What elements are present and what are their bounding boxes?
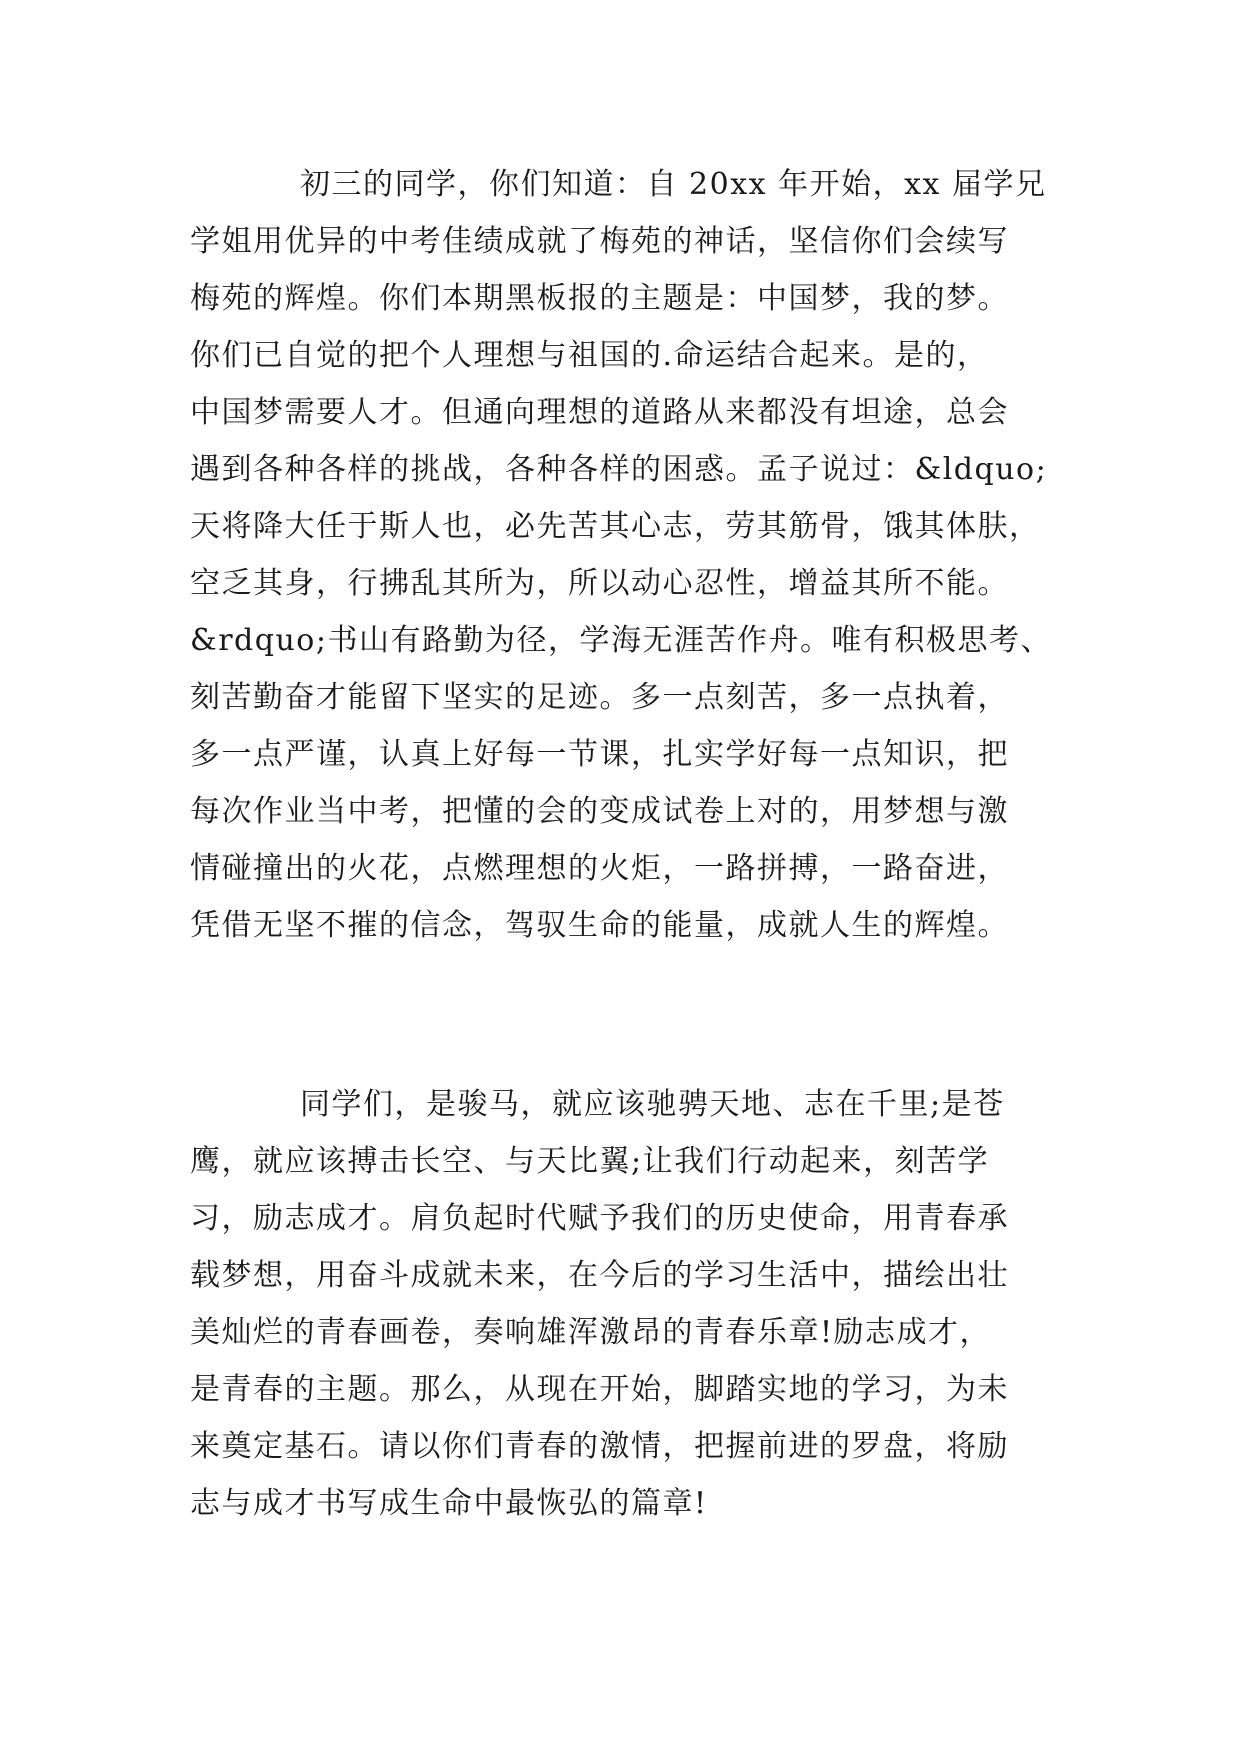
paragraph-line: 刻苦勤奋才能留下坚实的足迹。多一点刻苦，多一点执着，: [190, 680, 1009, 715]
paragraph-line: 美灿烂的青春画卷，奏响雄浑激昂的青春乐章!励志成才，: [190, 1315, 992, 1350]
paragraph-line: 天将降大任于斯人也，必先苦其心志，劳其筋骨，饿其体肤，: [190, 509, 1041, 544]
paragraph-line: 空乏其身，行拂乱其所为，所以动心忍性，增益其所不能。: [190, 566, 1009, 601]
paragraph-line: 梅苑的辉煌。你们本期黑板报的主题是：中国梦，我的梦。: [190, 281, 1009, 316]
paragraph-line: 你们已自觉的把个人理想与祖国的.命运结合起来。是的，: [190, 338, 989, 373]
paragraph-line: 遇到各种各样的挑战，各种各样的困惑。孟子说过：&ldquo;: [190, 452, 1048, 487]
paragraph-line: 凭借无坚不摧的信念，驾驭生命的能量，成就人生的辉煌。: [190, 908, 1009, 943]
paragraph-line: 是青春的主题。那么，从现在开始，脚踏实地的学习，为未: [190, 1372, 1009, 1407]
paragraph-line: 每次作业当中考，把懂的会的变成试卷上对的，用梦想与激: [190, 794, 1009, 829]
paragraph-line: 鹰，就应该搏击长空、与天比翼;让我们行动起来，刻苦学: [190, 1144, 990, 1179]
paragraph-line: 情碰撞出的火花，点燃理想的火炬，一路拼搏，一路奋进，: [190, 851, 1009, 886]
paragraph-line: 多一点严谨，认真上好每一节课，扎实学好每一点知识，把: [190, 737, 1009, 772]
paragraph-line: 初三的同学，你们知道：自 20xx 年开始，xx 届学兄: [300, 167, 1047, 202]
paragraph-line: 来奠定基石。请以你们青春的激情，把握前进的罗盘，将励: [190, 1429, 1009, 1464]
paragraph-line: 载梦想，用奋斗成就未来，在今后的学习生活中，描绘出壮: [190, 1258, 1009, 1293]
paragraph-line: 志与成才书写成生命中最恢弘的篇章!: [190, 1486, 708, 1521]
paragraph-line: 习，励志成才。肩负起时代赋予我们的历史使命，用青春承: [190, 1201, 1009, 1236]
paragraph-line: 同学们，是骏马，就应该驰骋天地、志在千里;是苍: [300, 1087, 1005, 1122]
paragraph-line: &rdquo;书山有路勤为径，学海无涯苦作舟。唯有积极思考、: [190, 623, 1052, 658]
paragraph-line: 中国梦需要人才。但通向理想的道路从来都没有坦途，总会: [190, 395, 1009, 430]
paragraph-line: 学姐用优异的中考佳绩成就了梅苑的神话，坚信你们会续写: [190, 224, 1009, 259]
